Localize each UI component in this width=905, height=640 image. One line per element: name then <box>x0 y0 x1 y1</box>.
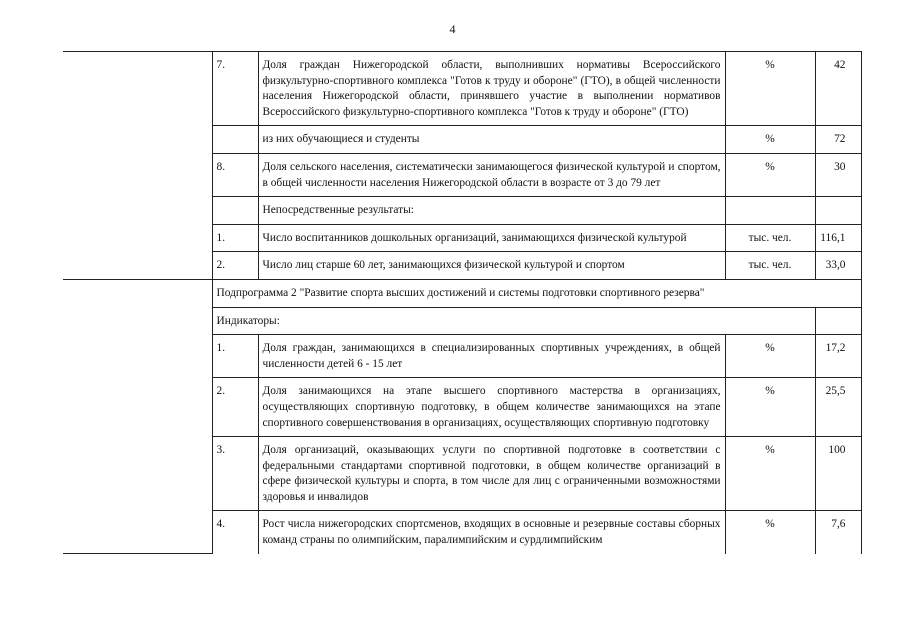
row-value: 116,1 <box>815 224 861 252</box>
subprogram-title: Подпрограмма 2 "Развитие спорта высших достижений и системы подготовки спортивного резерва" <box>212 279 861 307</box>
row-index: 2. <box>212 252 258 280</box>
row-index: 1. <box>212 224 258 252</box>
row-unit: % <box>725 335 815 378</box>
row-unit: % <box>725 126 815 154</box>
row-index <box>212 197 258 225</box>
row-index: 2. <box>212 378 258 437</box>
row-unit: % <box>725 153 815 196</box>
row-value: 33,0 <box>815 252 861 280</box>
row-description: Число воспитанников дошкольных организаций, занимающихся физической культурой <box>258 224 725 252</box>
row-description: Рост числа нижегородских спортсменов, входящих в основные и резервные составы сборных команд страны по олимпийским, паралимпийским и сурдлимпийским <box>258 511 725 554</box>
row-value <box>815 197 861 225</box>
subprogram-row <box>63 279 861 307</box>
row-description: Доля организаций, оказывающих услуги по спортивной подготовке в соответствии с федеральными стандартами спортивной подготовки, в общем количестве организаций в сфере физической культуры и спорта, в том числе для лиц с ограниченными возможностями здоровья и инвалидов <box>258 437 725 511</box>
empty-cell <box>815 307 861 335</box>
row-value: 100 <box>815 437 861 511</box>
row-description: Доля граждан Нижегородской области, выполнивших нормативы Всероссийского физкультурно-спортивного комплекса "Готов к труду и обороне" (ГТО), в общей численности населения Нижегородской области, принявшего участие в выполнении нормативов Всероссийского физкультурно-спортивного комплекса "Готов к труду и обороне" (ГТО) <box>258 52 725 126</box>
row-value: 17,2 <box>815 335 861 378</box>
row-value: 42 <box>815 52 861 126</box>
indicators-label: Индикаторы: <box>212 307 815 335</box>
row-index: 8. <box>212 153 258 196</box>
indicators-table <box>63 51 862 554</box>
row-value: 30 <box>815 153 861 196</box>
left-column-cell <box>63 52 212 280</box>
row-index: 7. <box>212 52 258 126</box>
row-unit: % <box>725 52 815 126</box>
row-description: Доля сельского населения, систематически занимающегося физической культурой и спортом, в общей численности населения Нижегородской области в возрасте от 3 до 79 лет <box>258 153 725 196</box>
row-unit: % <box>725 437 815 511</box>
row-index <box>212 126 258 154</box>
row-unit: тыс. чел. <box>725 224 815 252</box>
row-unit: % <box>725 378 815 437</box>
row-description: Число лиц старше 60 лет, занимающихся физической культурой и спортом <box>258 252 725 280</box>
row-unit: тыс. чел. <box>725 252 815 280</box>
row-description: Доля граждан, занимающихся в специализированных спортивных учреждениях, в общей численности детей 6 - 15 лет <box>258 335 725 378</box>
section-label: Непосредственные результаты: <box>258 197 725 225</box>
row-unit <box>725 197 815 225</box>
row-value: 25,5 <box>815 378 861 437</box>
row-index: 4. <box>212 511 258 554</box>
row-index: 3. <box>212 437 258 511</box>
table-row <box>63 52 861 126</box>
row-unit: % <box>725 511 815 554</box>
row-description: из них обучающиеся и студенты <box>258 126 725 154</box>
row-value: 7,6 <box>815 511 861 554</box>
page-number: 4 <box>449 22 456 36</box>
row-index: 1. <box>212 335 258 378</box>
row-value: 72 <box>815 126 861 154</box>
row-description: Доля занимающихся на этапе высшего спортивного мастерства в организациях, осуществляющих спортивную подготовку, в общем количестве занимающихся на этапе спортивного совершенствования в организациях, осуществляющих спортивную подготовку <box>258 378 725 437</box>
left-column-cell <box>63 279 212 553</box>
